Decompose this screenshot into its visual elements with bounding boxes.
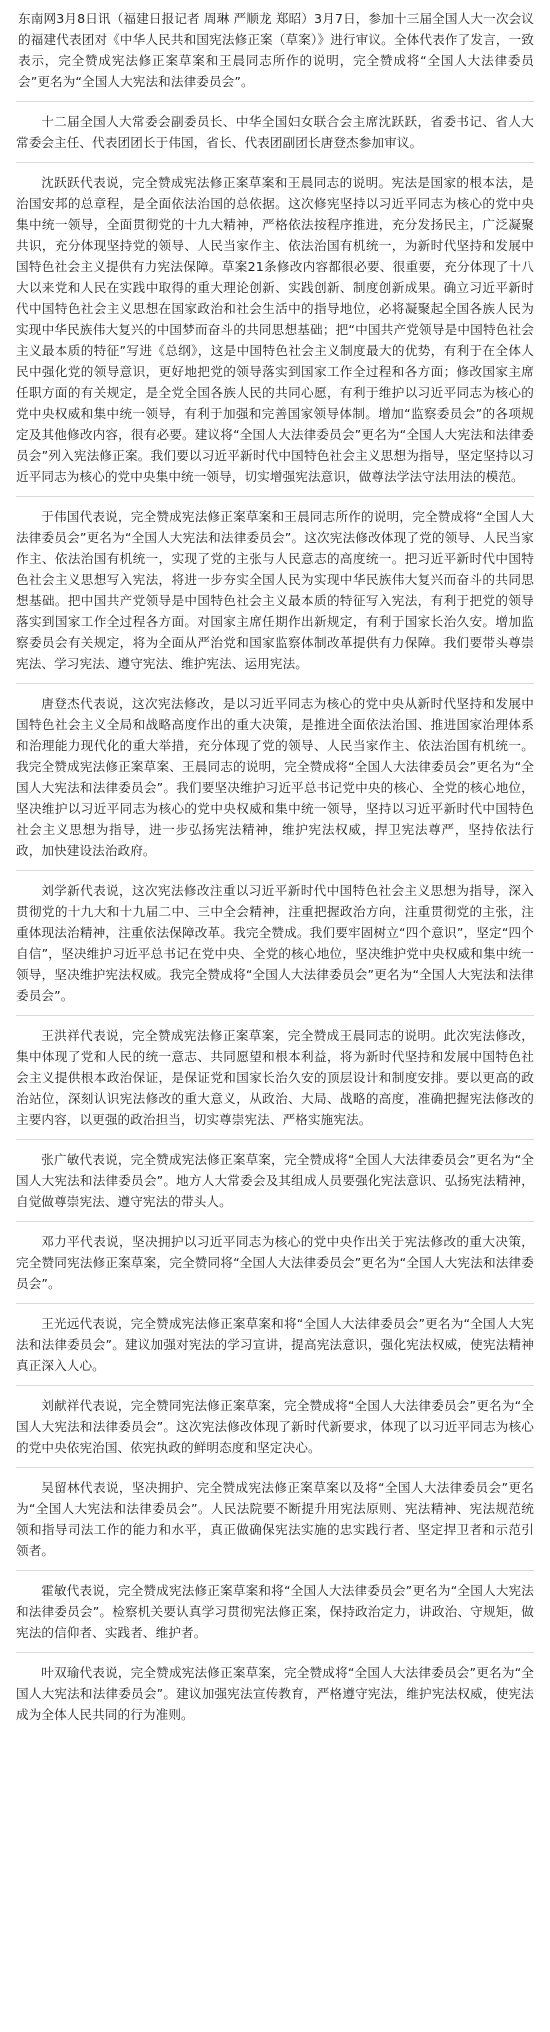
paragraph-divider xyxy=(16,870,534,871)
article-paragraph: 吴留林代表说，坚决拥护、完全赞成宪法修正案草案以及将“全国人大法律委员会”更名为“全国人大宪法和法律委员会”。人民法院要不断提升用宪法原则、宪法精神、宪法规范统领和指导司法工作的能力和水平，真正做确保宪法实施的忠实践行者、坚定捍卫者和示范引领者。 xyxy=(16,1480,534,1558)
article-paragraph: 刘献祥代表说，完全赞同宪法修正案草案，完全赞成将“全国人大法律委员会”更名为“全国人大宪法和法律委员会”。这次宪法修改体现了新时代新要求，体现了以习近平同志为核心的党中央依宪治国、依宪执政的鲜明态度和坚定决心。 xyxy=(16,1398,534,1455)
article-paragraph: 邓力平代表说，坚决拥护以习近平同志为核心的党中央作出关于宪法修改的重大决策，完全赞同宪法修正案草案，完全赞同将“全国人大法律委员会”更名为“全国人大宪法和法律委员会”。 xyxy=(16,1234,534,1291)
paragraph-divider xyxy=(16,496,534,497)
article-paragraph: 唐登杰代表说，这次宪法修改，是以习近平同志为核心的党中央从新时代坚持和发展中国特色社会主义全局和战略高度作出的重大决策，是推进全面依法治国、推进国家治理体系和治理能力现代化的重大举措，充分体现了党的领导、人民当家作主、依法治国有机统一。我完全赞成宪法修正案草案、王晨同志的说明，完全赞成将“全国人大法律委员会”更名为“全国人大宪法和法律委员会”。我们要坚决维护习近平总书记党中央的核心、全党的核心地位，坚决维护以习近平同志为核心的党中央权威和集中统一领导，坚持以习近平新时代中国特色社会主义思想为指导，进一步弘扬宪法精神，维护宪法权威，捍卫宪法尊严，坚持依法行政，加快建设法治政府。 xyxy=(16,696,534,858)
article-lead-paragraph: 东南网3月8日讯（福建日报记者 周琳 严顺龙 郑昭）3月7日，参加十三届全国人大一次会议的福建代表团对《中华人民共和国宪法修正案（草案）》进行审议。全体代表作了发言，一致表示，完全赞成宪法修正案草案和王晨同志所作的说明，完全赞成将“全国人大法律委员会”更名为“全国人大宪法和法律委员会”。 xyxy=(18,11,534,89)
article-paragraph: 王洪祥代表说，完全赞成宪法修正案草案，完全赞成王晨同志的说明。此次宪法修改，集中体现了党和人民的统一意志、共同愿望和根本利益，将为新时代坚持和发展中国特色社会主义提供根本政治保证，是保证党和国家长治久安的顶层设计和制度安排。要以更高的政治站位，深刻认识宪法修改的重大意义，从政治、大局、战略的高度，准确把握宪法修改的主要内容，以更强的政治担当，切实尊崇宪法、严格实施宪法。 xyxy=(16,1028,534,1127)
article-paragraph: 霍敏代表说，完全赞成宪法修正案草案和将“全国人大法律委员会”更名为“全国人大宪法和法律委员会”。检察机关要认真学习贯彻宪法修正案，保持政治定力，讲政治、守规矩，做宪法的信仰者、实践者、维护者。 xyxy=(16,1583,534,1640)
paragraph-divider xyxy=(16,1303,534,1304)
paragraph-divider xyxy=(16,1467,534,1468)
paragraph-divider xyxy=(16,1221,534,1222)
paragraph-divider xyxy=(16,1385,534,1386)
paragraph-divider xyxy=(16,1015,534,1016)
paragraph-divider xyxy=(16,162,534,163)
article-paragraph: 刘学新代表说，这次宪法修改注重以习近平新时代中国特色社会主义思想为指导，深入贯彻党的十九大和十九届二中、三中全会精神，注重把握政治方向，注重贯彻党的主张，注重体现法治精神，注重依法保障改革。我完全赞成。我们要牢固树立“四个意识”，坚定“四个自信”，坚决维护习近平总书记在党中央、全党的核心地位，坚决维护党中央权威和集中统一领导，坚决维护宪法权威。我完全赞成将“全国人大法律委员会”更名为“全国人大宪法和法律委员会”。 xyxy=(16,883,534,1003)
paragraph-divider xyxy=(16,101,534,102)
paragraph-divider xyxy=(16,1139,534,1140)
paragraph-divider xyxy=(16,1570,534,1571)
paragraph-divider xyxy=(16,1652,534,1653)
article-paragraph: 于伟国代表说，完全赞成宪法修正案草案和王晨同志所作的说明，完全赞成将“全国人大法律委员会”更名为“全国人大宪法和法律委员会”。这次宪法修改体现了党的领导、人民当家作主、依法治国有机统一，实现了党的主张与人民意志的高度统一。把习近平新时代中国特色社会主义思想写入宪法，将进一步夯实全国人民为实现中华民族伟大复兴而奋斗的共同思想基础。把中国共产党领导是中国特色社会主义最本质的特征写入宪法，有利于把党的领导落实到国家工作全过程各方面。对国家主席任期作出新规定，有利于国家长治久安。增加监察委员会有关规定，将为全面从严治党和国家监察体制改革提供有力保障。我们要带头尊崇宪法、学习宪法、遵守宪法、维护宪法、运用宪法。 xyxy=(16,509,534,671)
article-paragraph: 王光远代表说，完全赞成宪法修正案草案和将“全国人大法律委员会”更名为“全国人大宪法和法律委员会”。建议加强对宪法的学习宣讲，提高宪法意识，强化宪法权威，使宪法精神真正深入人心。 xyxy=(16,1316,534,1373)
article-paragraph: 十二届全国人大常委会副委员长、中华全国妇女联合会主席沈跃跃，省委书记、省人大常委会主任、代表团团长于伟国，省长、代表团副团长唐登杰参加审议。 xyxy=(16,114,534,150)
paragraph-divider xyxy=(16,683,534,684)
article-paragraph: 张广敏代表说，完全赞成宪法修正案草案，完全赞成将“全国人大法律委员会”更名为“全国人大宪法和法律委员会”。地方人大常委会及其组成人员要强化宪法意识、弘扬宪法精神，自觉做尊崇宪法、遵守宪法的带头人。 xyxy=(16,1152,534,1209)
article-paragraph: 叶双瑜代表说，完全赞成宪法修正案草案，完全赞成将“全国人大法律委员会”更名为“全国人大宪法和法律委员会”。建议加强宪法宣传教育，严格遵守宪法，维护宪法权威，使宪法成为全体人民共同的行为准则。 xyxy=(16,1665,534,1722)
article-paragraph: 沈跃跃代表说，完全赞成宪法修正案草案和王晨同志的说明。宪法是国家的根本法，是治国安邦的总章程，是全面依法治国的总依据。这次修宪坚持以习近平同志为核心的党中央集中统一领导，全面贯彻党的十九大精神，严格依法按程序推进，充分发扬民主，广泛凝聚共识，充分体现坚持党的领导、人民当家作主、依法治国有机统一，为新时代坚持和发展中国特色社会主义提供有力宪法保障。草案21条修改内容都很必要、很重要，充分体现了十八大以来党和人民在实践中取得的重大理论创新、实践创新、制度创新成果。确立习近平新时代中国特色社会主义思想在国家政治和社会生活中的指导地位，必将凝聚起全国各族人民为实现中华民族伟大复兴的中国梦而奋斗的共同思想基础；把“中国共产党领导是中国特色社会主义最本质的特征”写进《总纲》，这是中国特色社会主义制度最大的优势，有利于在全体人民中强化党的领导意识，更好地把党的领导落实到国家工作全过程和各方面；修改国家主席任职方面的有关规定，是全党全国各族人民的共同心愿，有利于维护以习近平同志为核心的党中央权威和集中统一领导，有利于加强和完善国家领导体制。增加“监察委员会”的各项规定及其他修改内容，很有必要。建议将“全国人大法律委员会”更名为“全国人大宪法和法律委员会”列入宪法修正案。我们要以习近平新时代中国特色社会主义思想为指导，坚定坚持以习近平同志为核心的党中央集中统一领导，切实增强宪法意识，做尊法学法守法用法的模范。 xyxy=(16,175,534,484)
